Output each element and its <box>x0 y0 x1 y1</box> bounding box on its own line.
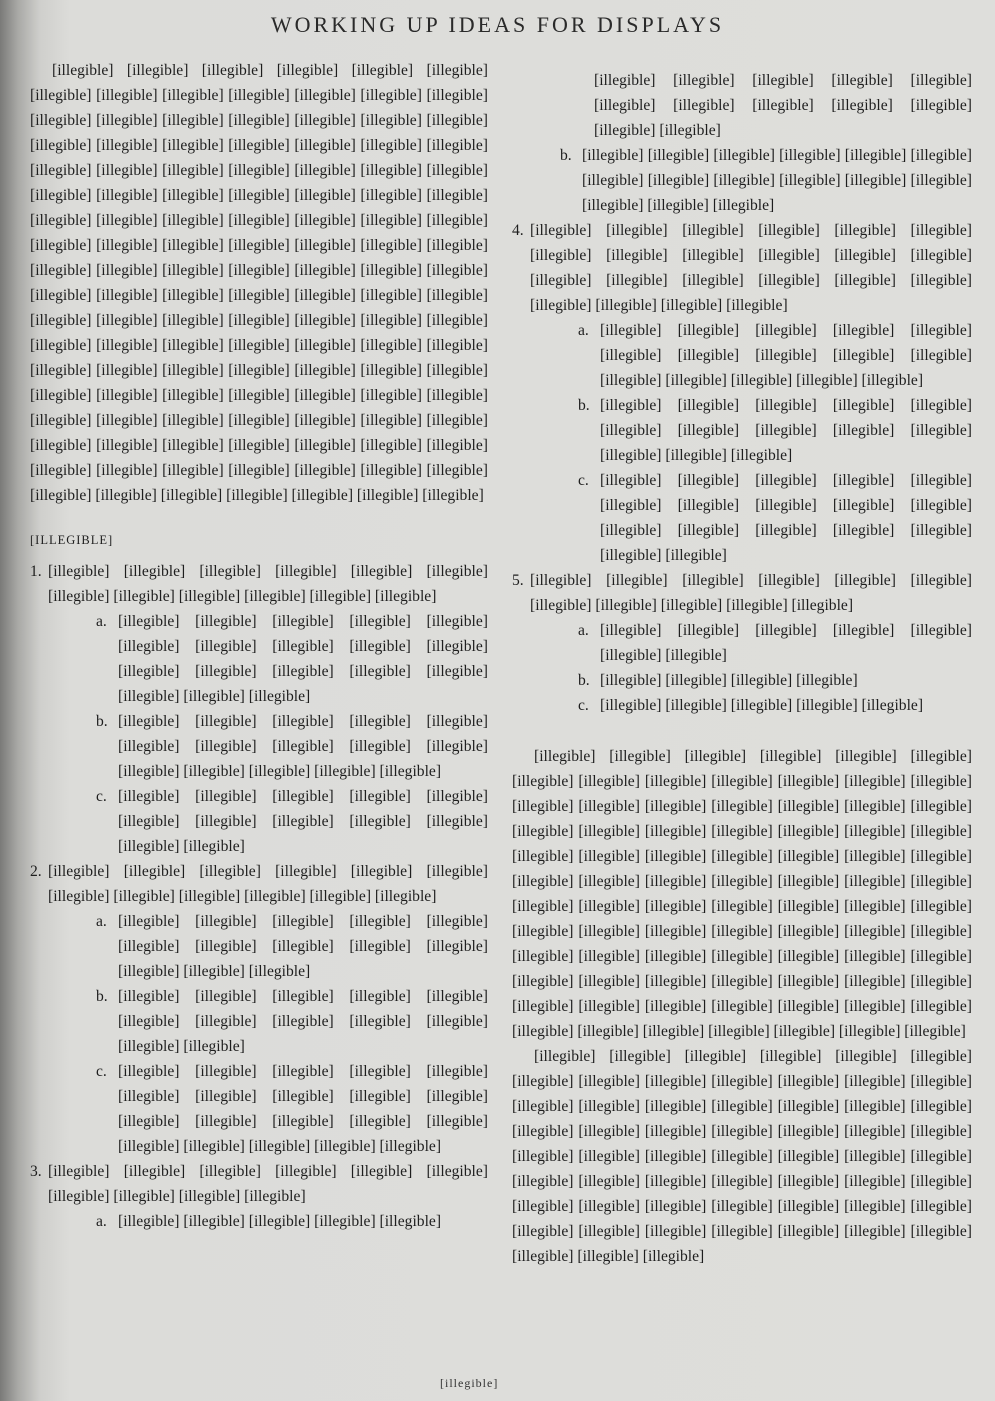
sub-item-letter: c. <box>578 697 589 714</box>
sub-list-item <box>48 784 488 859</box>
sub-list-item <box>530 318 972 393</box>
list-item-number: 4. <box>512 222 524 239</box>
requirements-list <box>30 559 488 1234</box>
section-subheading: [ILLEGIBLE] <box>30 533 114 547</box>
sub-list <box>530 618 972 718</box>
list-item-number: 1. <box>30 563 42 580</box>
sub-list <box>48 609 488 859</box>
continued-sub-list <box>512 143 972 218</box>
sub-list-item <box>530 618 972 668</box>
list-item-text: [illegible] [illegible] [illegible] [illegible] [illegible] [illegible] [illegible] [illegible] [illegible] [illegible] [illegible] <box>530 572 972 614</box>
list-item-text: [illegible] [illegible] [illegible] [illegible] [illegible] [illegible] [illegible] [illegible] [illegible] [illegible] <box>48 1163 488 1205</box>
sub-item-letter: a. <box>96 1213 107 1230</box>
sub-list-item <box>530 693 972 718</box>
sub-list <box>48 909 488 1159</box>
sub-item-letter: c. <box>96 788 107 805</box>
sub-item-text: [illegible] [illegible] [illegible] [illegible] [illegible] [illegible] [illegible] [illegible] [illegible] [illegible] [illegible] [illegible] [illegible] <box>600 397 972 464</box>
list-item <box>512 568 972 718</box>
sub-item-letter: a. <box>578 622 589 639</box>
sub-list-item <box>512 143 972 218</box>
list-item-text: [illegible] [illegible] [illegible] [illegible] [illegible] [illegible] [illegible] [illegible] [illegible] [illegible] [illegible] [illegible] <box>48 863 488 905</box>
intro-paragraph: [illegible] [illegible] [illegible] [illegible] [illegible] [illegible] [illegible] [illegible] [illegible] [illegible] [illegible] [illegible] [illegible] [illegible] [illegible] [illegible] [illegible] [illegible] [illegible] [illegible] [illegible] [illegible] [illegible] [illegible] [illegible] [illegible] [illegible] [illegible] [illegible] [illegible] [illegible] [illegible] [illegible] [illegible] [illegible] [illegible] [illegible] [illegible] [illegible] [illegible] [illegible] [illegible] [illegible] [illegible] [illegible] [illegible] [illegible] [illegible] [illegible] [illegible] [illegible] [illegible] [illegible] [illegible] [illegible] [illegible] [illegible] [illegible] [illegible] [illegible] [illegible] [illegible] [illegible] [illegible] [illegible] [illegible] [illegible] [illegible] [illegible] [illegible] [illegible] [illegible] [illegible] [illegible] [illegible] [illegible] [illegible] [illegible] [illegible] [illegible] [illegible] [illegible] [illegible] [illegible] [illegible] [illegible] [illegible] [illegible] [illegible] [illegible] [illegible] [illegible] [illegible] [illegible] [illegible] [illegible] [illegible] [illegible] [illegible] [illegible] [illegible] [illegible] [illegible] [illegible] [illegible] [illegible] [illegible] [illegible] [illegible] [illegible] [illegible] [illegible] [illegible] [illegible] [illegible] [illegible] [illegible] [illegible] [illegible] [illegible] [illegible] [illegible] [illegible] [illegible] [illegible] <box>30 62 488 504</box>
sub-list-item <box>530 668 972 693</box>
right-column <box>512 68 972 1269</box>
sub-item-text: [illegible] [illegible] [illegible] [illegible] [illegible] [illegible] [illegible] [illegible] [illegible] [illegible] [illegible] [illegible] [illegible] [illegible] [illegible] <box>600 322 972 389</box>
list-item <box>512 218 972 568</box>
sub-list-item <box>48 1209 488 1234</box>
sub-item-text: [illegible] [illegible] [illegible] [illegible] [illegible] [illegible] [illegible] <box>600 622 972 664</box>
sub-list-item <box>48 1059 488 1159</box>
sub-item-letter: c. <box>96 1063 107 1080</box>
sub-item-text: [illegible] [illegible] [illegible] [illegible] [illegible] [illegible] [illegible] [illegible] [illegible] [illegible] [illegible] [illegible] [illegible] <box>118 913 488 980</box>
sub-item-text: [illegible] [illegible] [illegible] [illegible] [illegible] <box>118 1213 442 1230</box>
sub-item-letter: a. <box>578 322 589 339</box>
body-paragraph: [illegible] [illegible] [illegible] [illegible] [illegible] [illegible] [illegible] [illegible] [illegible] [illegible] [illegible] [illegible] [illegible] [illegible] [illegible] [illegible] [illegible] [illegible] [illegible] [illegible] [illegible] [illegible] [illegible] [illegible] [illegible] [illegible] [illegible] [illegible] [illegible] [illegible] [illegible] [illegible] [illegible] [illegible] [illegible] [illegible] [illegible] [illegible] [illegible] [illegible] [illegible] [illegible] [illegible] [illegible] [illegible] [illegible] [illegible] [illegible] [illegible] [illegible] [illegible] [illegible] [illegible] [illegible] [illegible] [illegible] [illegible] [illegible] [illegible] [illegible] [illegible] [illegible] [illegible] [illegible] [illegible] [illegible] [illegible] [illegible] [illegible] [illegible] [illegible] [illegible] [illegible] [illegible] [illegible] [illegible] [illegible] [illegible] [illegible] [illegible] [illegible] [illegible] [illegible] <box>512 748 972 1040</box>
sub-item-text: [illegible] [illegible] [illegible] [illegible] [illegible] [illegible] [illegible] [illegible] [illegible] [illegible] [illegible] [illegible] [illegible] [illegible] [illegible] [illegible] [illegible] [illegible] <box>118 613 488 705</box>
sub-item-text: [illegible] [illegible] [illegible] [illegible] [illegible] [illegible] [illegible] [illegible] [illegible] [illegible] [illegible] [illegible] [illegible] [illegible] [illegible] <box>582 147 972 214</box>
sub-item-letter: c. <box>578 472 589 489</box>
page-title: WORKING UP IDEAS FOR DISPLAYS <box>270 12 725 37</box>
sub-item-letter: b. <box>96 713 108 730</box>
requirements-list-continued <box>512 218 972 718</box>
left-column <box>30 58 488 1234</box>
list-item-text: [illegible] [illegible] [illegible] [illegible] [illegible] [illegible] [illegible] [illegible] [illegible] [illegible] [illegible] [illegible] [illegible] [illegible] [illegible] [illegible] [illegible] [illegible] [illegible] [illegible] [illegible] [illegible] <box>530 222 972 314</box>
body-paragraph: [illegible] [illegible] [illegible] [illegible] [illegible] [illegible] [illegible] [illegible] [illegible] [illegible] [illegible] [illegible] [illegible] [illegible] [illegible] [illegible] [illegible] [illegible] [illegible] [illegible] [illegible] [illegible] [illegible] [illegible] [illegible] [illegible] [illegible] [illegible] [illegible] [illegible] [illegible] [illegible] [illegible] [illegible] [illegible] [illegible] [illegible] [illegible] [illegible] [illegible] [illegible] [illegible] [illegible] [illegible] [illegible] [illegible] [illegible] [illegible] [illegible] [illegible] [illegible] [illegible] [illegible] [illegible] [illegible] [illegible] [illegible] [illegible] <box>512 1048 972 1265</box>
list-item <box>30 859 488 1159</box>
sub-list-item <box>48 984 488 1059</box>
list-item-number: 3. <box>30 1163 42 1180</box>
list-item <box>30 1159 488 1234</box>
sub-item-letter: b. <box>578 397 590 414</box>
sub-list-item <box>530 468 972 568</box>
sub-item-text: [illegible] [illegible] [illegible] [illegible] [illegible] [illegible] [illegible] [illegible] [illegible] [illegible] [illegible] [illegible] [illegible] [illegible] [illegible] [illegible] [illegible] [illegible] [illegible] [illegible] <box>118 1063 488 1155</box>
page-number: [illegible] <box>440 1376 499 1390</box>
sub-list <box>48 1209 488 1234</box>
sub-item-letter: a. <box>96 913 107 930</box>
list-item-number: 2. <box>30 863 42 880</box>
sub-item-letter: b. <box>96 988 108 1005</box>
sub-item-text: [illegible] [illegible] [illegible] [illegible] [illegible] <box>600 697 924 714</box>
list-item <box>30 559 488 859</box>
sub-item-text: [illegible] [illegible] [illegible] [illegible] [illegible] [illegible] [illegible] [illegible] [illegible] [illegible] [illegible] [illegible] [illegible] [illegible] [illegible] <box>118 713 488 780</box>
sub-item-text: [illegible] [illegible] [illegible] [illegible] [illegible] [illegible] [illegible] [illegible] [illegible] [illegible] [illegible] [illegible] <box>118 788 488 855</box>
sub-item-text: [illegible] [illegible] [illegible] [illegible] [illegible] [illegible] [illegible] [illegible] [illegible] [illegible] [illegible] [illegible] [illegible] [illegible] [illegible] [illegible] [illegible] <box>600 472 972 564</box>
sub-item-letter: b. <box>560 147 572 164</box>
sub-list-item <box>48 909 488 984</box>
sub-item-letter: b. <box>578 672 590 689</box>
sub-item-text: [illegible] [illegible] [illegible] [illegible] <box>600 672 858 689</box>
continued-sub-item: [illegible] [illegible] [illegible] [illegible] [illegible] [illegible] [illegible] [illegible] [illegible] [illegible] [illegible] [illegible] <box>594 72 972 139</box>
sub-item-letter: a. <box>96 613 107 630</box>
sub-list-item <box>48 709 488 784</box>
sub-list-item <box>48 609 488 709</box>
list-item-text: [illegible] [illegible] [illegible] [illegible] [illegible] [illegible] [illegible] [illegible] [illegible] [illegible] [illegible] [illegible] <box>48 563 488 605</box>
sub-item-text: [illegible] [illegible] [illegible] [illegible] [illegible] [illegible] [illegible] [illegible] [illegible] [illegible] [illegible] [illegible] <box>118 988 488 1055</box>
sub-list <box>530 318 972 568</box>
sub-list-item <box>530 393 972 468</box>
list-item-number: 5. <box>512 572 524 589</box>
